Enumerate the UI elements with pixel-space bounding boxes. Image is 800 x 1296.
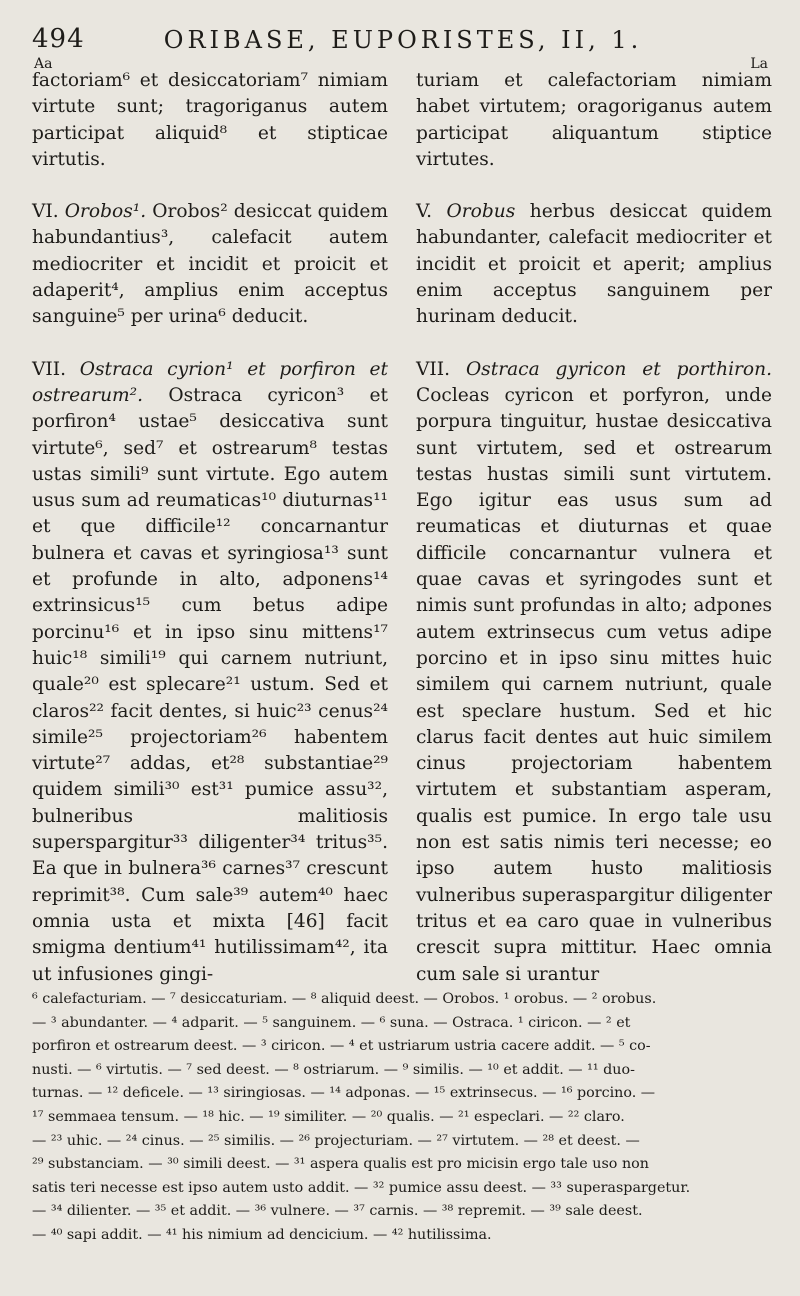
right-column-text (416, 68, 772, 988)
footnote-line: nusti. — ⁶ virtutis. — ⁷ sed deest. — ⁸ ostriarum. — ⁹ similis. — ¹⁰ et addit. — ¹¹ duo- (32, 1061, 635, 1078)
right-section-5 (416, 199, 772, 330)
footnotes (32, 988, 774, 1248)
footnote-line: ⁶ calefacturiam. — ⁷ desiccaturiam. — ⁸ aliquid deest. — Orobos. ¹ orobus. — ² orobus. (32, 991, 657, 1007)
footnote-line: porfiron et ostrearum deest. — ³ ciricon. — ⁴ et ustriarum ustria cacere addit. — ⁵ co- (32, 1038, 651, 1055)
left-section-7 (32, 357, 388, 988)
left-section-6 (32, 199, 388, 330)
signature-mark-right: La (750, 56, 768, 72)
footnote-line: satis teri necesse est ipso autem usto addit. — ³² pumice assu deest. — ³³ superaspargetur. (32, 1179, 691, 1196)
signature-mark-left: Aa (34, 56, 53, 72)
section-number: V. (416, 201, 433, 223)
running-title: ORIBASE, EUPORISTES, II, 1. (163, 26, 643, 54)
section-title: Ostraca gyricon et porthiron. (465, 358, 772, 380)
section-title: Orobos¹. (64, 201, 147, 223)
footnote-line: turnas. — ¹² deficele. — ¹³ siringiosas. — ¹⁴ adponas. — ¹⁵ extrinsecus. — ¹⁶ porcino. — (32, 1085, 656, 1102)
section-title: Ostraca cyrion¹ et porfiron et ostrearum². (32, 358, 388, 406)
footnote-line: — ³ abundanter. — ⁴ adparit. — ⁵ sanguinem. — ⁶ suna. — Ostraca. ¹ ciricon. — ² et (32, 1014, 631, 1031)
section-body: Ostraca cyricon³ et porfiron⁴ ustae⁵ desiccativa sunt virtute⁶, sed⁷ et ostrearum⁸ testas ustas simili⁹ sunt virtute. Ego autem usus sum ad reumaticas¹⁰ diuturnas¹¹ et que difficile¹² concarnantur bulnera et cavas et syringiosa¹³ sunt et profunde in alto, adponens¹⁴ extrinsicus¹⁵ cum betus adipe porcinu¹⁶ et in ipso sinu mittens¹⁷ huic¹⁸ simili¹⁹ qui carnem nutriunt, quale²⁰ est splecare²¹ ustum. Sed et claros²² facit dentes, si huic²³ cenus²⁴ simile²⁵ projectoriam²⁶ habentem virtute²⁷ addas, et²⁸ substantiae²⁹ quidem simili³⁰ est³¹ pumice assu³², bulneribus malitiosis superspargitur³³ diligenter³⁴ tritus³⁵. Ea que in bulnera³⁶ carnes³⁷ crescunt reprimit³⁸. Cum sale³⁹ autem⁴⁰ haec omnia usta et mixta [46] facit smigma dentium⁴¹ hutilissimam⁴², ita ut infusiones gingi- (32, 384, 388, 985)
footnote-line: — ⁴⁰ sapi addit. — ⁴¹ his nimium ad dencicium. — ⁴² hutilissima. (32, 1226, 492, 1243)
running-head (32, 24, 774, 60)
footnote-line: ¹⁷ semmaea tensum. — ¹⁸ hic. — ¹⁹ similiter. — ²⁰ qualis. — ²¹ especlari. — ²² claro. (32, 1108, 625, 1125)
section-number: VI. (32, 201, 59, 223)
section-body: herbus desiccat quidem habundanter, calefacit mediocriter et incidit et proicit et aperit; amplius enim acceptus sanguinem per hurinam deducit. (416, 201, 772, 328)
footnote-line: — ²³ uhic. — ²⁴ cinus. — ²⁵ similis. — ²⁶ projecturiam. — ²⁷ virtutem. — ²⁸ et deest. — (32, 1132, 640, 1149)
section-number: VII. (32, 358, 67, 380)
right-intro-paragraph: turiam et calefactoriam nimiam habet virtutem; oragoriganus autem participat aliquantum stiptice virtutes. (416, 70, 772, 170)
section-body: Orobos² desiccat quidem habundantius³, calefacit autem mediocriter et incidit et proicit et adaperit⁴, amplius enim acceptus sanguine⁵ per urina⁶ deducit. (32, 201, 388, 328)
footnote-line: — ³⁴ dilienter. — ³⁵ et addit. — ³⁶ vulnere. — ³⁷ carnis. — ³⁸ repremit. — ³⁹ sale deest. (32, 1203, 643, 1220)
section-title: Orobus (446, 201, 516, 223)
section-body: Cocleas cyricon et porfyron, unde porpura tinguitur, hustae desiccativa sunt virtutem, sed et ostrearum testas hustas simili sunt virtutem. Ego igitur eas usus sum ad reumaticas et diuturnas et quae difficile concarnantur vulnera et quae cavas et syringodes sunt et nimis sunt profundas in alto; adpones autem extrinsecus cum vetus adipe porcino et in ipso sinu mittes huic similem qui carnem nutriunt, quale est speclare hustum. Sed et hic clarus facit dentes aut huic similem cinus projectoriam habentem virtutem et substantiam asperam, qualis est pumice. In ergo tale usu non est satis nimis teri necesse; eo ipso autem husto malitiosis vulneribus superaspargitur diligenter tritus et ea caro quae in vulneribus crescit supra mittitur. Haec omnia cum sale si urantur (416, 384, 772, 985)
section-number: VII. (416, 358, 451, 380)
page-number: 494 (32, 24, 85, 54)
left-intro-paragraph: factoriam⁶ et desiccatoriam⁷ nimiam virtute sunt; tragoriganus autem participat aliquid⁸ et stipticae virtutis. (32, 70, 388, 170)
footnote-line: ²⁹ substanciam. — ³⁰ simili deest. — ³¹ aspera qualis est pro micisin ergo tale uso non (32, 1156, 649, 1173)
right-section-7 (416, 357, 772, 988)
left-column-text (32, 68, 388, 988)
